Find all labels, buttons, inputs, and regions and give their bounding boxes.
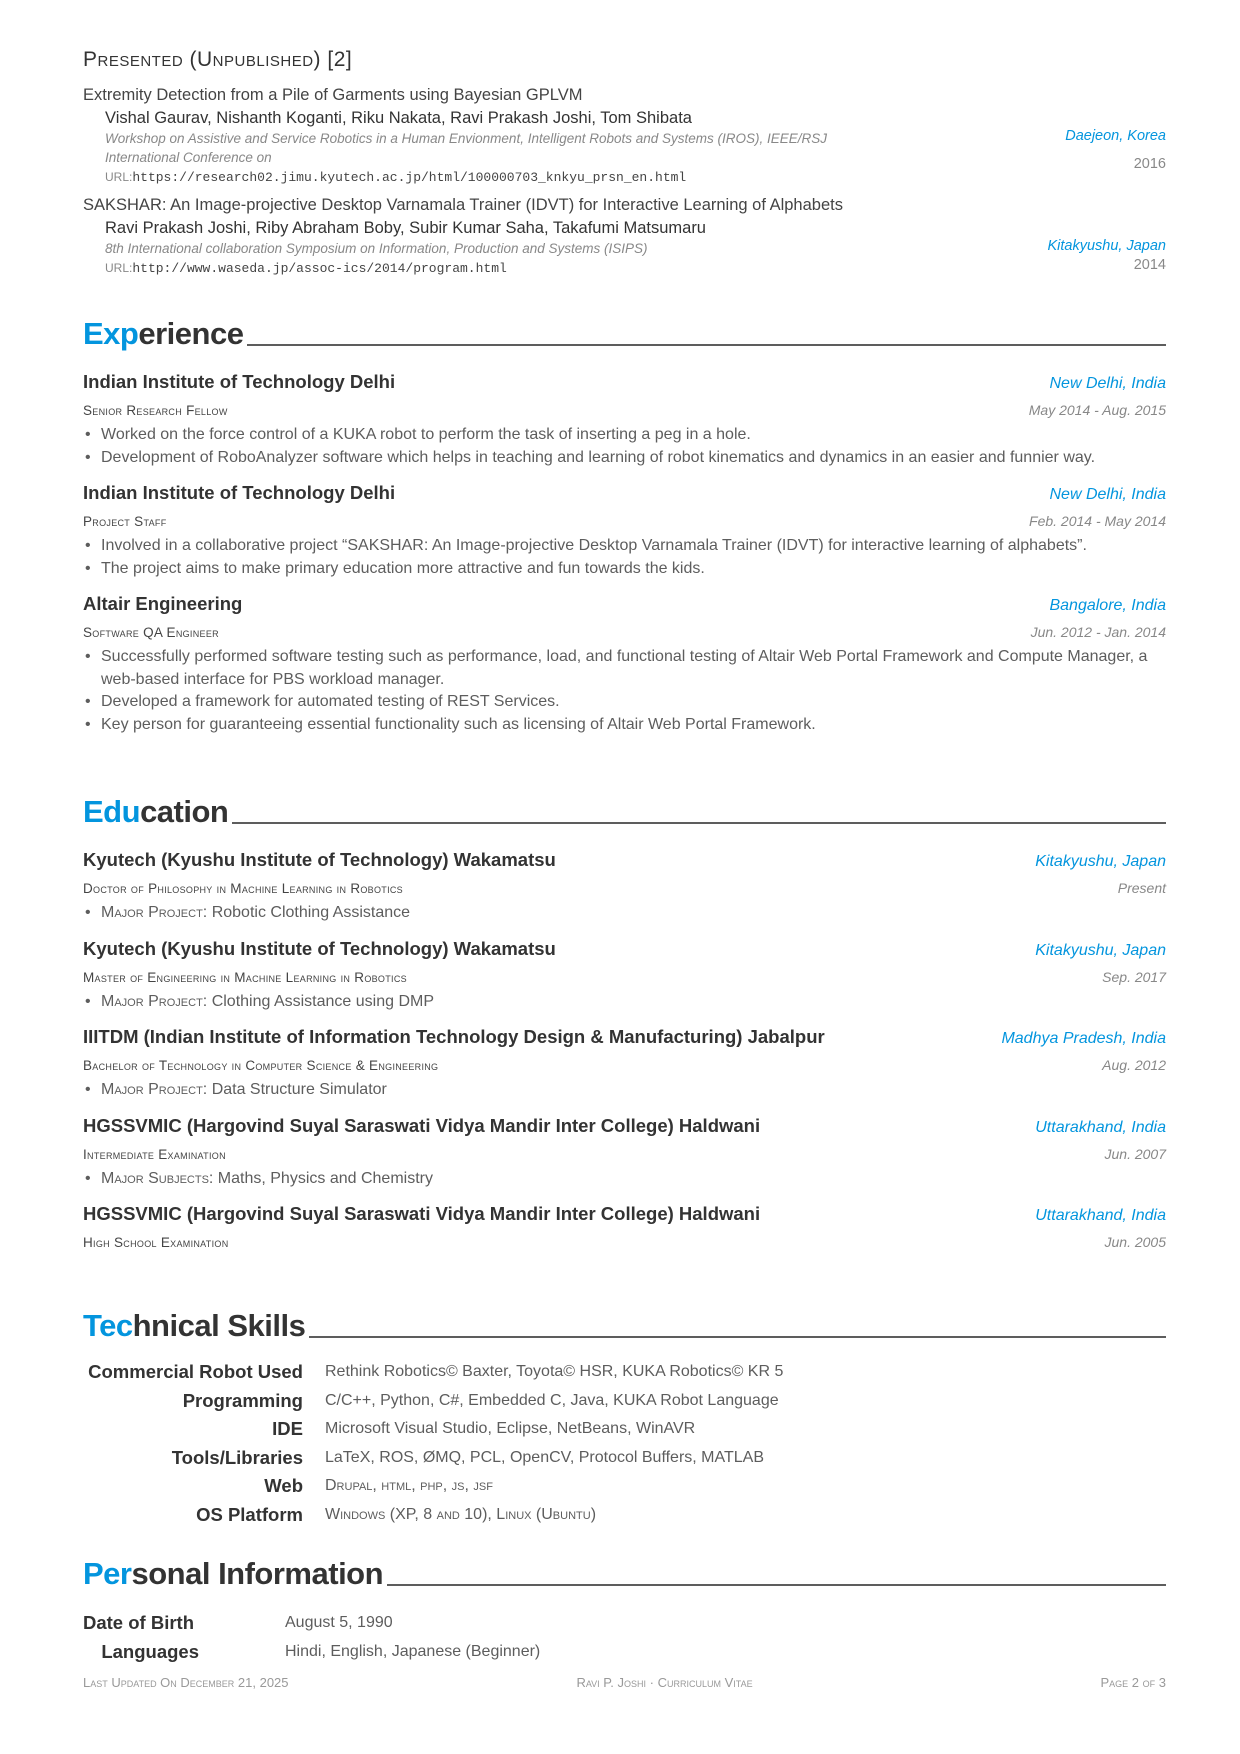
paper-location: Daejeon, Korea bbox=[1065, 128, 1166, 144]
entry-degree: High School Examination bbox=[83, 1235, 229, 1250]
entry-date: Jun. 2007 bbox=[1104, 1145, 1166, 1162]
skill-label: Commercial Robot Used bbox=[88, 1361, 303, 1382]
bullet-item bbox=[83, 1079, 1166, 1102]
entry-institution: HGSSVMIC (Hargovind Suyal Saraswati Vidya Mandir Inter College) Haldwani bbox=[83, 1114, 761, 1136]
entry-location: New Delhi, India bbox=[1049, 486, 1166, 503]
personal-value: Hindi, English, Japanese (Beginner) bbox=[285, 1643, 541, 1660]
entry-subheader bbox=[83, 397, 1166, 424]
bullet-text: Clothing Assistance using DMP bbox=[211, 992, 435, 1010]
paper-item bbox=[83, 194, 1166, 279]
paper-title: Extremity Detection from a Pile of Garments using Bayesian GPLVM bbox=[83, 86, 583, 104]
heading-accent: Per bbox=[83, 1556, 132, 1591]
section-title bbox=[83, 1308, 1166, 1344]
bullet-item: • Successfully performed software testing such as performance, load, and functional testing of Altair Web Portal Framework and Compute Manager, a web-based interface for PBS workload manager. bbox=[83, 646, 1166, 691]
personal-label: Languages bbox=[101, 1641, 199, 1662]
skill-value: Windows (XP, 8 and 10), Linux (Ubuntu) bbox=[325, 1505, 597, 1523]
bullet-item bbox=[83, 902, 1166, 925]
bullet-item: • The project aims to make primary education more attractive and fun towards the kids. bbox=[83, 558, 1166, 581]
page-footer bbox=[83, 1675, 1166, 1690]
entry-organization: Altair Engineering bbox=[83, 593, 243, 614]
bullet-text: Data Structure Simulator bbox=[211, 1081, 387, 1098]
entry-subheader bbox=[83, 619, 1166, 646]
bullet-label: Major Subjects bbox=[101, 1169, 209, 1187]
experience-entry bbox=[83, 366, 1166, 469]
url-label: URL: bbox=[105, 170, 133, 184]
entry-position: Senior Research Fellow bbox=[83, 403, 228, 418]
skill-label: Tools/Libraries bbox=[171, 1446, 303, 1468]
entry-date: Present bbox=[1117, 880, 1166, 896]
paper-url[interactable]: https://research02.jimu.kyutech.ac.jp/html/100000703_knkyu_prsn_en.html bbox=[132, 170, 687, 185]
bullet-item: • Involved in a collaborative project “SAKSHAR: An Image-projective Desktop Varnamala Trainer (IDVT) for interactive learning of alphabets”. bbox=[83, 535, 1166, 558]
bullet-label: Major Project bbox=[101, 1081, 203, 1098]
url-label: URL: bbox=[105, 261, 133, 275]
section-rule bbox=[247, 344, 1166, 346]
section-title bbox=[83, 1556, 1166, 1592]
entry-header bbox=[83, 477, 1166, 508]
personal-value: August 5, 1990 bbox=[285, 1614, 393, 1631]
experience-entry bbox=[83, 588, 1166, 736]
section-rule bbox=[232, 822, 1166, 824]
entry-date: Jun. 2005 bbox=[1104, 1234, 1166, 1250]
heading-accent: Tec bbox=[83, 1308, 133, 1343]
paper-year: 2014 bbox=[1133, 257, 1166, 273]
bullet-item: • Developed a framework for automated testing of REST Services. bbox=[83, 691, 1166, 714]
entry-bullets bbox=[83, 991, 1166, 1014]
entry-header bbox=[83, 1198, 1166, 1229]
entry-degree: Master of Engineering in Machine Learning in Robotics bbox=[83, 969, 407, 985]
experience-entry bbox=[83, 477, 1166, 580]
entry-institution: IIITDM (Indian Institute of Information Technology Design & Manufacturing) Jabalpur bbox=[83, 1026, 825, 1047]
entry-header bbox=[83, 844, 1166, 875]
section-title bbox=[83, 794, 1166, 830]
bullet-item: • Development of RoboAnalyzer software which helps in teaching and learning of robot kinematics and dynamics in an easier and funnier way. bbox=[83, 447, 1166, 470]
entry-organization: Indian Institute of Technology Delhi bbox=[83, 371, 396, 392]
bullet-label: Major Project bbox=[101, 904, 203, 921]
bullet-item bbox=[83, 991, 1166, 1014]
entry-location: Uttarakhand, India bbox=[1035, 1207, 1166, 1224]
entry-subheader bbox=[83, 964, 1166, 991]
education-entry bbox=[83, 844, 1166, 925]
bullet-item: • Key person for guaranteeing essential functionality such as licensing of Altair Web Portal Framework. bbox=[83, 714, 1166, 737]
entry-location: Kitakyushu, Japan bbox=[1035, 941, 1166, 959]
entry-header bbox=[83, 366, 1166, 397]
skill-value: LaTeX, ROS, ØMQ, PCL, OpenCV, Protocol Buffers, MATLAB bbox=[325, 1448, 764, 1466]
skills-section bbox=[83, 1308, 1166, 1529]
entry-location: Bangalore, India bbox=[1049, 597, 1166, 614]
skill-value: C/C++, Python, C#, Embedded C, Java, KUKA Robot Language bbox=[325, 1391, 779, 1409]
section-title bbox=[83, 316, 1166, 352]
heading-accent: Exp bbox=[83, 316, 139, 351]
entry-bullets bbox=[83, 424, 1166, 469]
entry-date: Jun. 2012 - Jan. 2014 bbox=[1030, 624, 1166, 640]
entry-location: Uttarakhand, India bbox=[1035, 1118, 1166, 1136]
bullet-item bbox=[83, 1168, 1166, 1191]
entry-date: Aug. 2012 bbox=[1102, 1057, 1166, 1073]
skill-label: IDE bbox=[272, 1418, 303, 1439]
entry-degree: Doctor of Philosophy in Machine Learning in Robotics bbox=[83, 881, 403, 896]
skill-label: Programming bbox=[182, 1389, 303, 1411]
skill-value: Drupal, html, php, js, jsf bbox=[325, 1477, 493, 1494]
bullet-colon: : bbox=[202, 1081, 212, 1098]
paper-url[interactable]: http://www.waseda.jp/assoc-ics/2014/program.html bbox=[132, 261, 507, 276]
entry-header bbox=[83, 588, 1166, 619]
paper-venue: 8th International collaboration Symposium on Information, Production and Systems (ISIPS) bbox=[105, 241, 648, 256]
education-entry bbox=[83, 1110, 1166, 1191]
bullet-label: Major Project bbox=[101, 992, 203, 1010]
entry-bullets bbox=[83, 1079, 1166, 1102]
entry-header bbox=[83, 933, 1166, 964]
education-entry bbox=[83, 1198, 1166, 1256]
entry-location: Madhya Pradesh, India bbox=[1001, 1030, 1166, 1047]
entry-subheader bbox=[83, 1229, 1166, 1256]
skill-value: Rethink Robotics© Baxter, Toyota© HSR, KUKA Robotics© KR 5 bbox=[325, 1363, 784, 1380]
entry-date: Feb. 2014 - May 2014 bbox=[1029, 513, 1166, 529]
paper-title: SAKSHAR: An Image-projective Desktop Varnamala Trainer (IDVT) for Interactive Learning of Alphabets bbox=[83, 196, 843, 214]
entry-institution: Kyutech (Kyushu Institute of Technology) Wakamatsu bbox=[83, 937, 556, 959]
heading-rest: hnical Skills bbox=[132, 1308, 306, 1343]
footer-center: Ravi P. Joshi · Curriculum Vitae bbox=[576, 1675, 753, 1690]
section-rule bbox=[309, 1336, 1166, 1338]
bullet-item: • Worked on the force control of a KUKA robot to perform the task of inserting a peg in a hole. bbox=[83, 424, 1166, 447]
skill-value: Microsoft Visual Studio, Eclipse, NetBeans, WinAVR bbox=[325, 1420, 696, 1437]
education-entry bbox=[83, 933, 1166, 1014]
entry-institution: HGSSVMIC (Hargovind Suyal Saraswati Vidya Mandir Inter College) Haldwani bbox=[83, 1203, 761, 1224]
subsection-title: Presented (Unpublished) [2] bbox=[83, 48, 353, 71]
education-section bbox=[83, 794, 1166, 1256]
entry-subheader bbox=[83, 1052, 1166, 1079]
personal-section bbox=[83, 1556, 1166, 1666]
footer-page: Page 2 of 3 bbox=[1100, 1675, 1166, 1690]
entry-location: Kitakyushu, Japan bbox=[1035, 853, 1166, 870]
paper-authors: Vishal Gaurav, Nishanth Koganti, Riku Nakata, Ravi Prakash Joshi, Tom Shibata bbox=[105, 109, 692, 127]
bullet-colon: : bbox=[202, 904, 212, 921]
heading-accent: Edu bbox=[83, 794, 141, 829]
entry-degree: Intermediate Examination bbox=[83, 1146, 226, 1162]
paper-year: 2016 bbox=[1133, 156, 1166, 172]
experience-section bbox=[83, 316, 1166, 736]
entry-bullets bbox=[83, 902, 1166, 925]
entry-subheader bbox=[83, 1141, 1166, 1168]
heading-rest: cation bbox=[140, 794, 229, 829]
education-entry bbox=[83, 1021, 1166, 1102]
paper-venue: Workshop on Assistive and Service Robotics in a Human Envionment, Intelligent Robots and Systems (IROS), IEEE/RSJ International Conference on bbox=[105, 131, 828, 165]
entry-bullets bbox=[83, 646, 1166, 736]
heading-rest: erience bbox=[138, 316, 244, 351]
presented-section bbox=[83, 48, 1166, 279]
entry-organization: Indian Institute of Technology Delhi bbox=[83, 482, 396, 503]
bullet-colon: : bbox=[208, 1169, 218, 1187]
section-rule bbox=[387, 1584, 1166, 1586]
entry-header bbox=[83, 1021, 1166, 1052]
entry-date: May 2014 - Aug. 2015 bbox=[1028, 402, 1166, 418]
paper-location: Kitakyushu, Japan bbox=[1047, 238, 1166, 254]
entry-subheader bbox=[83, 875, 1166, 902]
entry-date: Sep. 2017 bbox=[1102, 968, 1166, 985]
personal-label: Date of Birth bbox=[83, 1612, 194, 1633]
footer-updated: Last Updated On December 21, 2025 bbox=[83, 1675, 289, 1690]
entry-location: New Delhi, India bbox=[1049, 375, 1166, 392]
entry-institution: Kyutech (Kyushu Institute of Technology) Wakamatsu bbox=[83, 849, 556, 870]
heading-rest: sonal Information bbox=[131, 1556, 384, 1591]
paper-authors: Ravi Prakash Joshi, Riby Abraham Boby, Subir Kumar Saha, Takafumi Matsumaru bbox=[105, 219, 706, 237]
bullet-colon: : bbox=[202, 992, 212, 1010]
entry-position: Project Staff bbox=[83, 514, 167, 529]
entry-bullets bbox=[83, 535, 1166, 580]
entry-degree: Bachelor of Technology in Computer Science & Engineering bbox=[83, 1058, 439, 1073]
bullet-text: Robotic Clothing Assistance bbox=[211, 904, 411, 921]
entry-header bbox=[83, 1110, 1166, 1141]
skill-label: OS Platform bbox=[196, 1503, 303, 1525]
bullet-text: Maths, Physics and Chemistry bbox=[217, 1169, 433, 1187]
entry-subheader bbox=[83, 508, 1166, 535]
paper-item bbox=[83, 84, 1166, 188]
skill-label: Web bbox=[264, 1475, 303, 1496]
entry-position: Software QA Engineer bbox=[83, 625, 219, 640]
entry-bullets bbox=[83, 1168, 1166, 1191]
